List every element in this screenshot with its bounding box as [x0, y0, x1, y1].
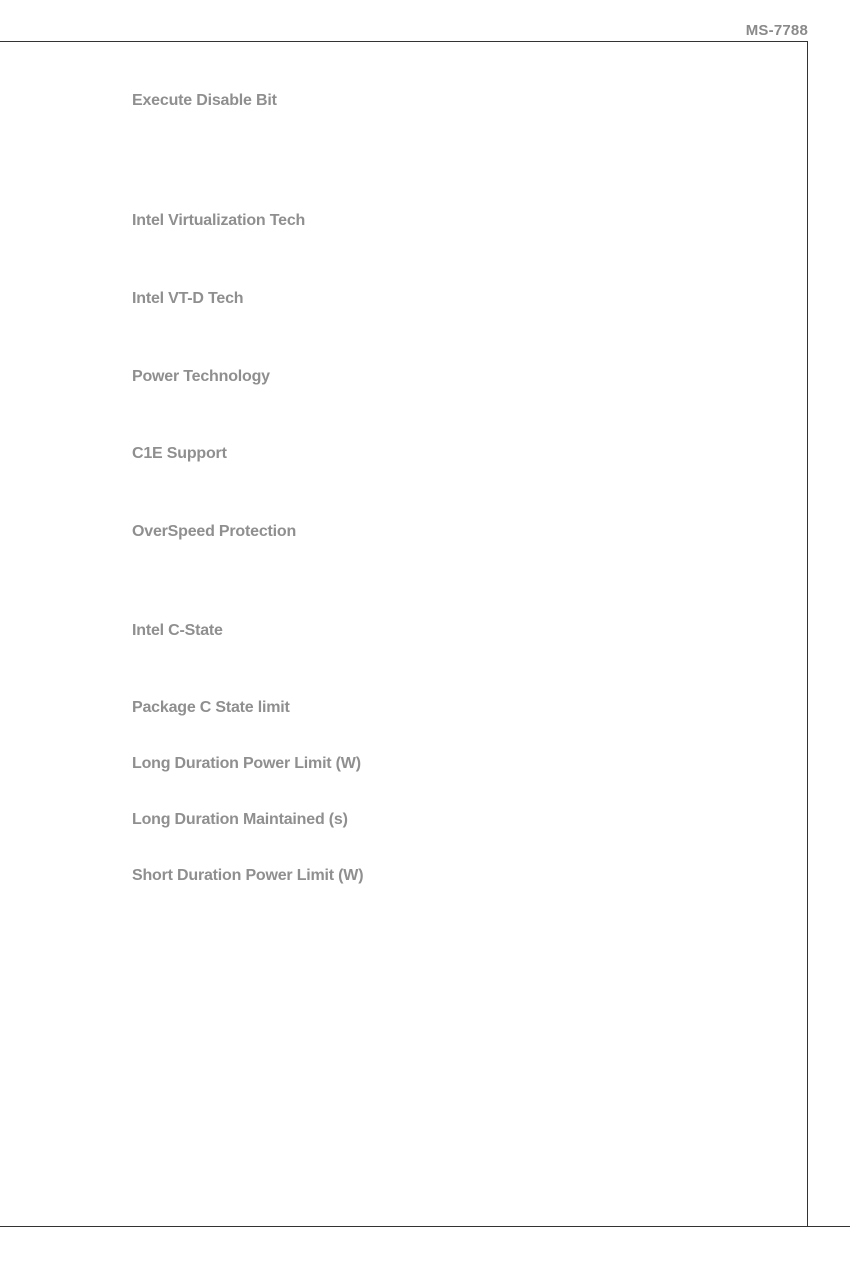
setting-long-duration-power-limit: Long Duration Power Limit (W) [132, 755, 361, 772]
setting-intel-virtualization-tech: Intel Virtualization Tech [132, 212, 306, 229]
setting-execute-disable-bit: Execute Disable Bit [132, 92, 277, 109]
top-rule [0, 41, 808, 42]
model-number: MS-7788 [745, 22, 808, 39]
setting-intel-c-state: Intel C-State [132, 622, 223, 639]
setting-power-technology: Power Technology [132, 368, 270, 385]
right-rule [807, 41, 808, 1227]
setting-package-c-state-limit: Package C State limit [132, 699, 290, 716]
bottom-rule [0, 1226, 850, 1227]
setting-intel-vt-d-tech: Intel VT-D Tech [132, 290, 244, 307]
setting-short-duration-power-limit: Short Duration Power Limit (W) [132, 867, 364, 884]
setting-long-duration-maintained: Long Duration Maintained (s) [132, 811, 348, 828]
setting-overspeed-protection: OverSpeed Protection [132, 523, 297, 540]
setting-c1e-support: C1E Support [132, 445, 227, 462]
